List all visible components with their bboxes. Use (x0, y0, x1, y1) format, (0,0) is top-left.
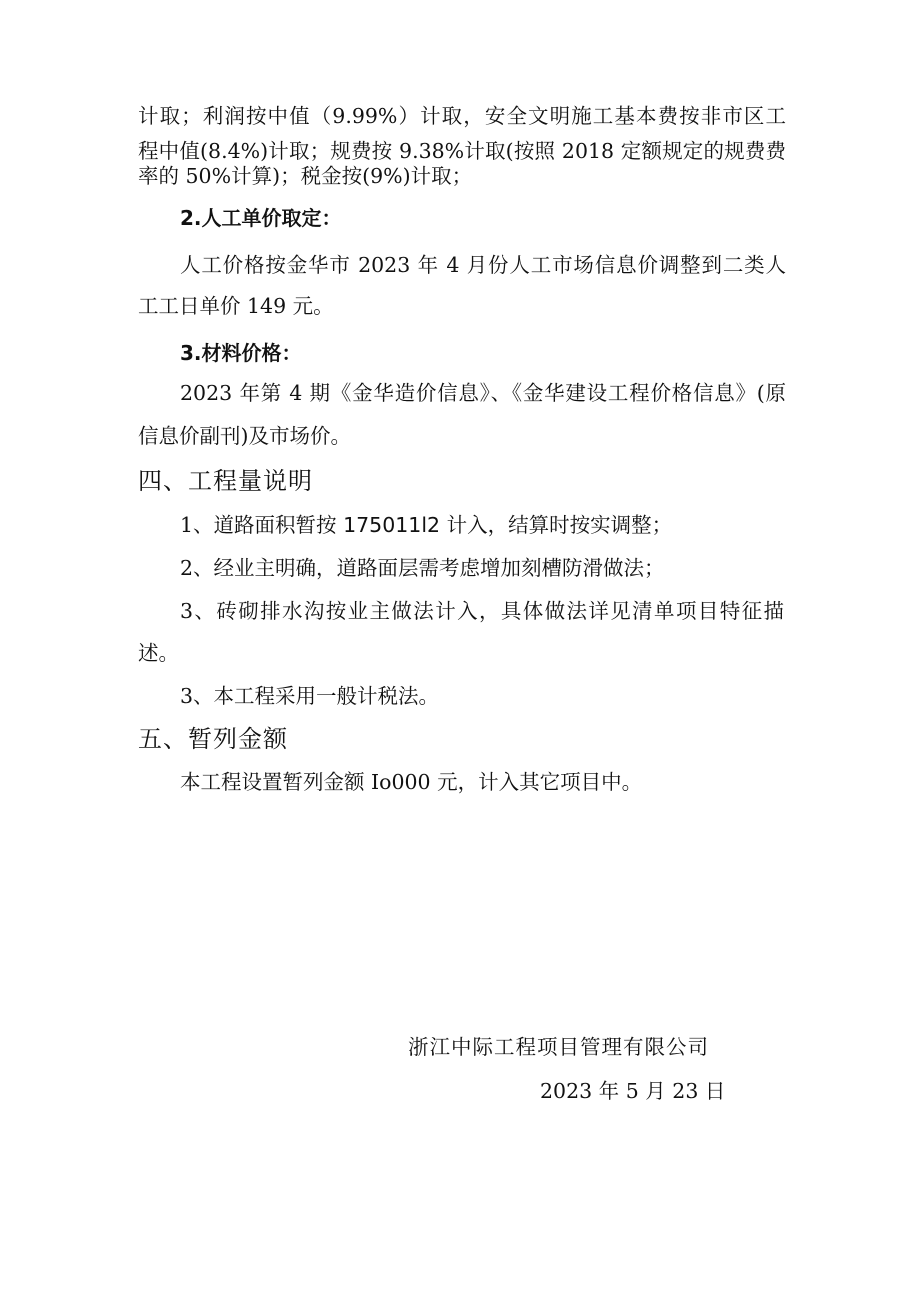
section-5-title: 五、暂列金额 (138, 725, 288, 753)
material-line-1: 2023 年第 4 期《金华造价信息》、《金华建设工程价格信息》(原 (180, 381, 786, 405)
labor-line-2: 工工日单价 149 元。 (138, 294, 334, 318)
quantity-item-1-prefix: 1、道路面积暂按 (180, 513, 344, 537)
road-area-value: 175011l2 (343, 513, 441, 537)
material-line-2: 信息价副刊)及市场价。 (138, 424, 351, 448)
provisional-sum-text: 本工程设置暂列金额 Io000 元，计入其它项目中。 (180, 770, 643, 794)
quantity-item-1 (180, 515, 672, 536)
intro-line-1: 计取；利润按中值（9.99%）计取，安全文明施工基本费按非市区工 (138, 104, 786, 128)
intro-line-2: 程中值(8.4%)计取；规费按 9.38%计取(按照 2018 定额规定的规费费 (138, 139, 786, 163)
quantity-item-3-line-2: 述。 (138, 641, 179, 665)
quantity-item-4: 3、本工程采用一般计税法。 (180, 684, 440, 708)
signature-date: 2023 年 5 月 23 日 (540, 1079, 726, 1103)
material-heading: 3.材料价格： (180, 341, 302, 365)
labor-heading: 2.人工单价取定： (180, 206, 342, 230)
signature-company: 浙江中际工程项目管理有限公司 (408, 1035, 709, 1059)
labor-line-1: 人工价格按金华市 2023 年 4 月份人工市场信息价调整到二类人 (180, 253, 786, 277)
quantity-item-3-line-1: 3、砖砌排水沟按业主做法计入，具体做法详见清单项目特征描 (180, 599, 784, 623)
quantity-item-1-suffix: 计入，结算时按实调整； (440, 513, 673, 537)
section-4-title: 四、工程量说明 (138, 467, 313, 495)
quantity-item-2: 2、经业主明确，道路面层需考虑增加刻槽防滑做法； (180, 556, 665, 580)
intro-line-3: 率的 50%计算)；税金按(9%)计取； (138, 164, 473, 188)
